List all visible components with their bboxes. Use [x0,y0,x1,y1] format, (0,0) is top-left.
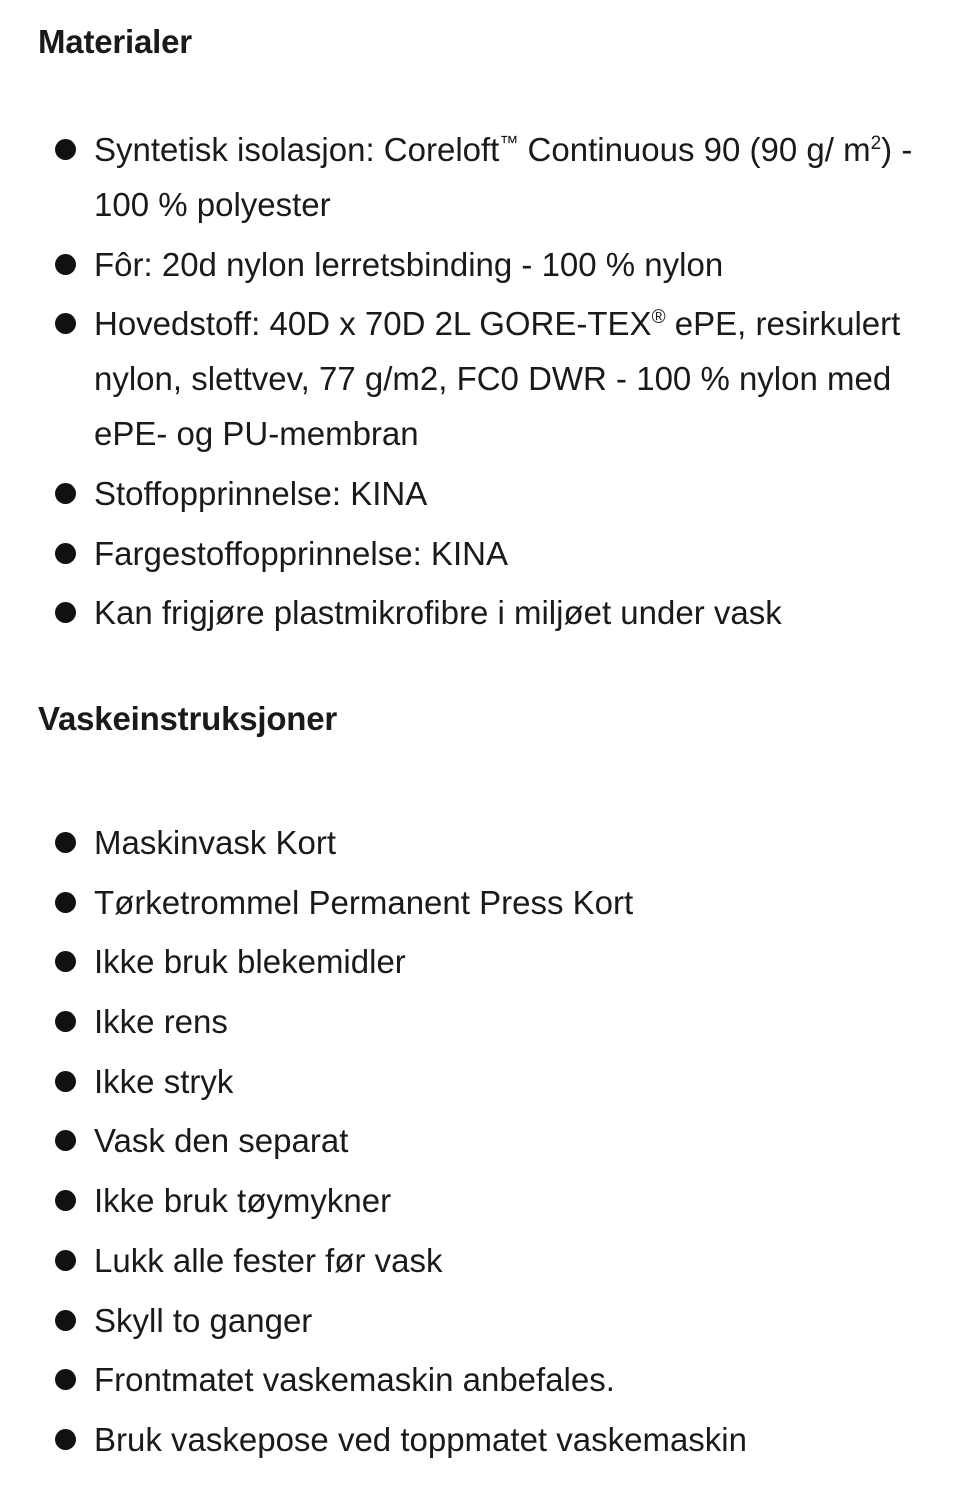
bullet-icon [55,1310,76,1331]
bullet-icon [55,483,76,504]
list-item [38,526,930,581]
materials-heading: Materialer [38,23,192,60]
bullet-icon [55,951,76,972]
list-item [38,296,930,461]
care-list [38,815,930,1467]
list-item [38,1412,930,1467]
list-item [38,1293,930,1348]
bullet-icon [55,313,76,334]
list-item [38,237,930,292]
item-text: Ikke bruk tøymykner [94,1182,392,1220]
materials-list [38,122,930,640]
list-item [38,815,930,870]
item-text: Bruk vaskepose ved toppmatet vaskemaskin [94,1420,747,1458]
item-text: Ikke bruk blekemidler [94,943,406,981]
item-text: Syntetisk isolasjon: Coreloft™ Continuous 90 (90 g/ $m^2) - 100$ % polyester [94,131,913,223]
list-item [38,875,930,930]
bullet-icon [55,254,76,275]
item-text: Frontmatet vaskemaskin anbefales. [94,1361,615,1399]
list-item [38,585,930,640]
bullet-icon [55,1190,76,1211]
item-text: Fôr: 20d nylon lerretsbinding - 100 % nylon [94,245,724,283]
item-text: Ikke rens [94,1003,228,1041]
list-item [38,1173,930,1228]
list-item [38,1113,930,1168]
bullet-icon [55,1250,76,1271]
materials-section [38,18,930,645]
list-item [38,934,930,989]
list-item [38,466,930,521]
bullet-icon [55,892,76,913]
bullet-icon [55,602,76,623]
bullet-icon [55,139,76,160]
item-text: Stoffopprinnelse: KINA [94,475,428,513]
item-text: Fargestoffopprinnelse: KINA [94,534,508,572]
list-item [38,1233,930,1288]
care-section [38,695,930,1472]
item-text: Tørketrommel Permanent Press Kort [94,883,634,921]
bullet-icon [55,1429,76,1450]
item-text: Vask den separat [94,1122,349,1160]
item-text: Hovedstoff: 40D x 70D 2L GORE-TEX® ePE, resirkulert nylon, slettvev, 77 g/m2, FC0 DWR - 100 % nylon med ePE- og PU-membran [94,305,901,453]
bullet-icon [55,543,76,564]
list-item [38,994,930,1049]
item-text: Lukk alle fester før vask [94,1241,443,1279]
item-text: Ikke stryk [94,1062,234,1100]
list-item [38,1352,930,1407]
bullet-icon [55,1130,76,1151]
care-heading: Vaskeinstruksjoner [38,700,338,737]
item-text: Maskinvask Kort [94,824,337,861]
bullet-icon [55,1071,76,1092]
bullet-icon [55,832,76,853]
bullet-icon [55,1011,76,1032]
item-text: Kan frigjøre plastmikrofibre i miljøet under vask [94,594,782,632]
item-text: Skyll to ganger [94,1301,313,1339]
list-item [38,1054,930,1109]
list-item [38,122,930,232]
bullet-icon [55,1369,76,1390]
